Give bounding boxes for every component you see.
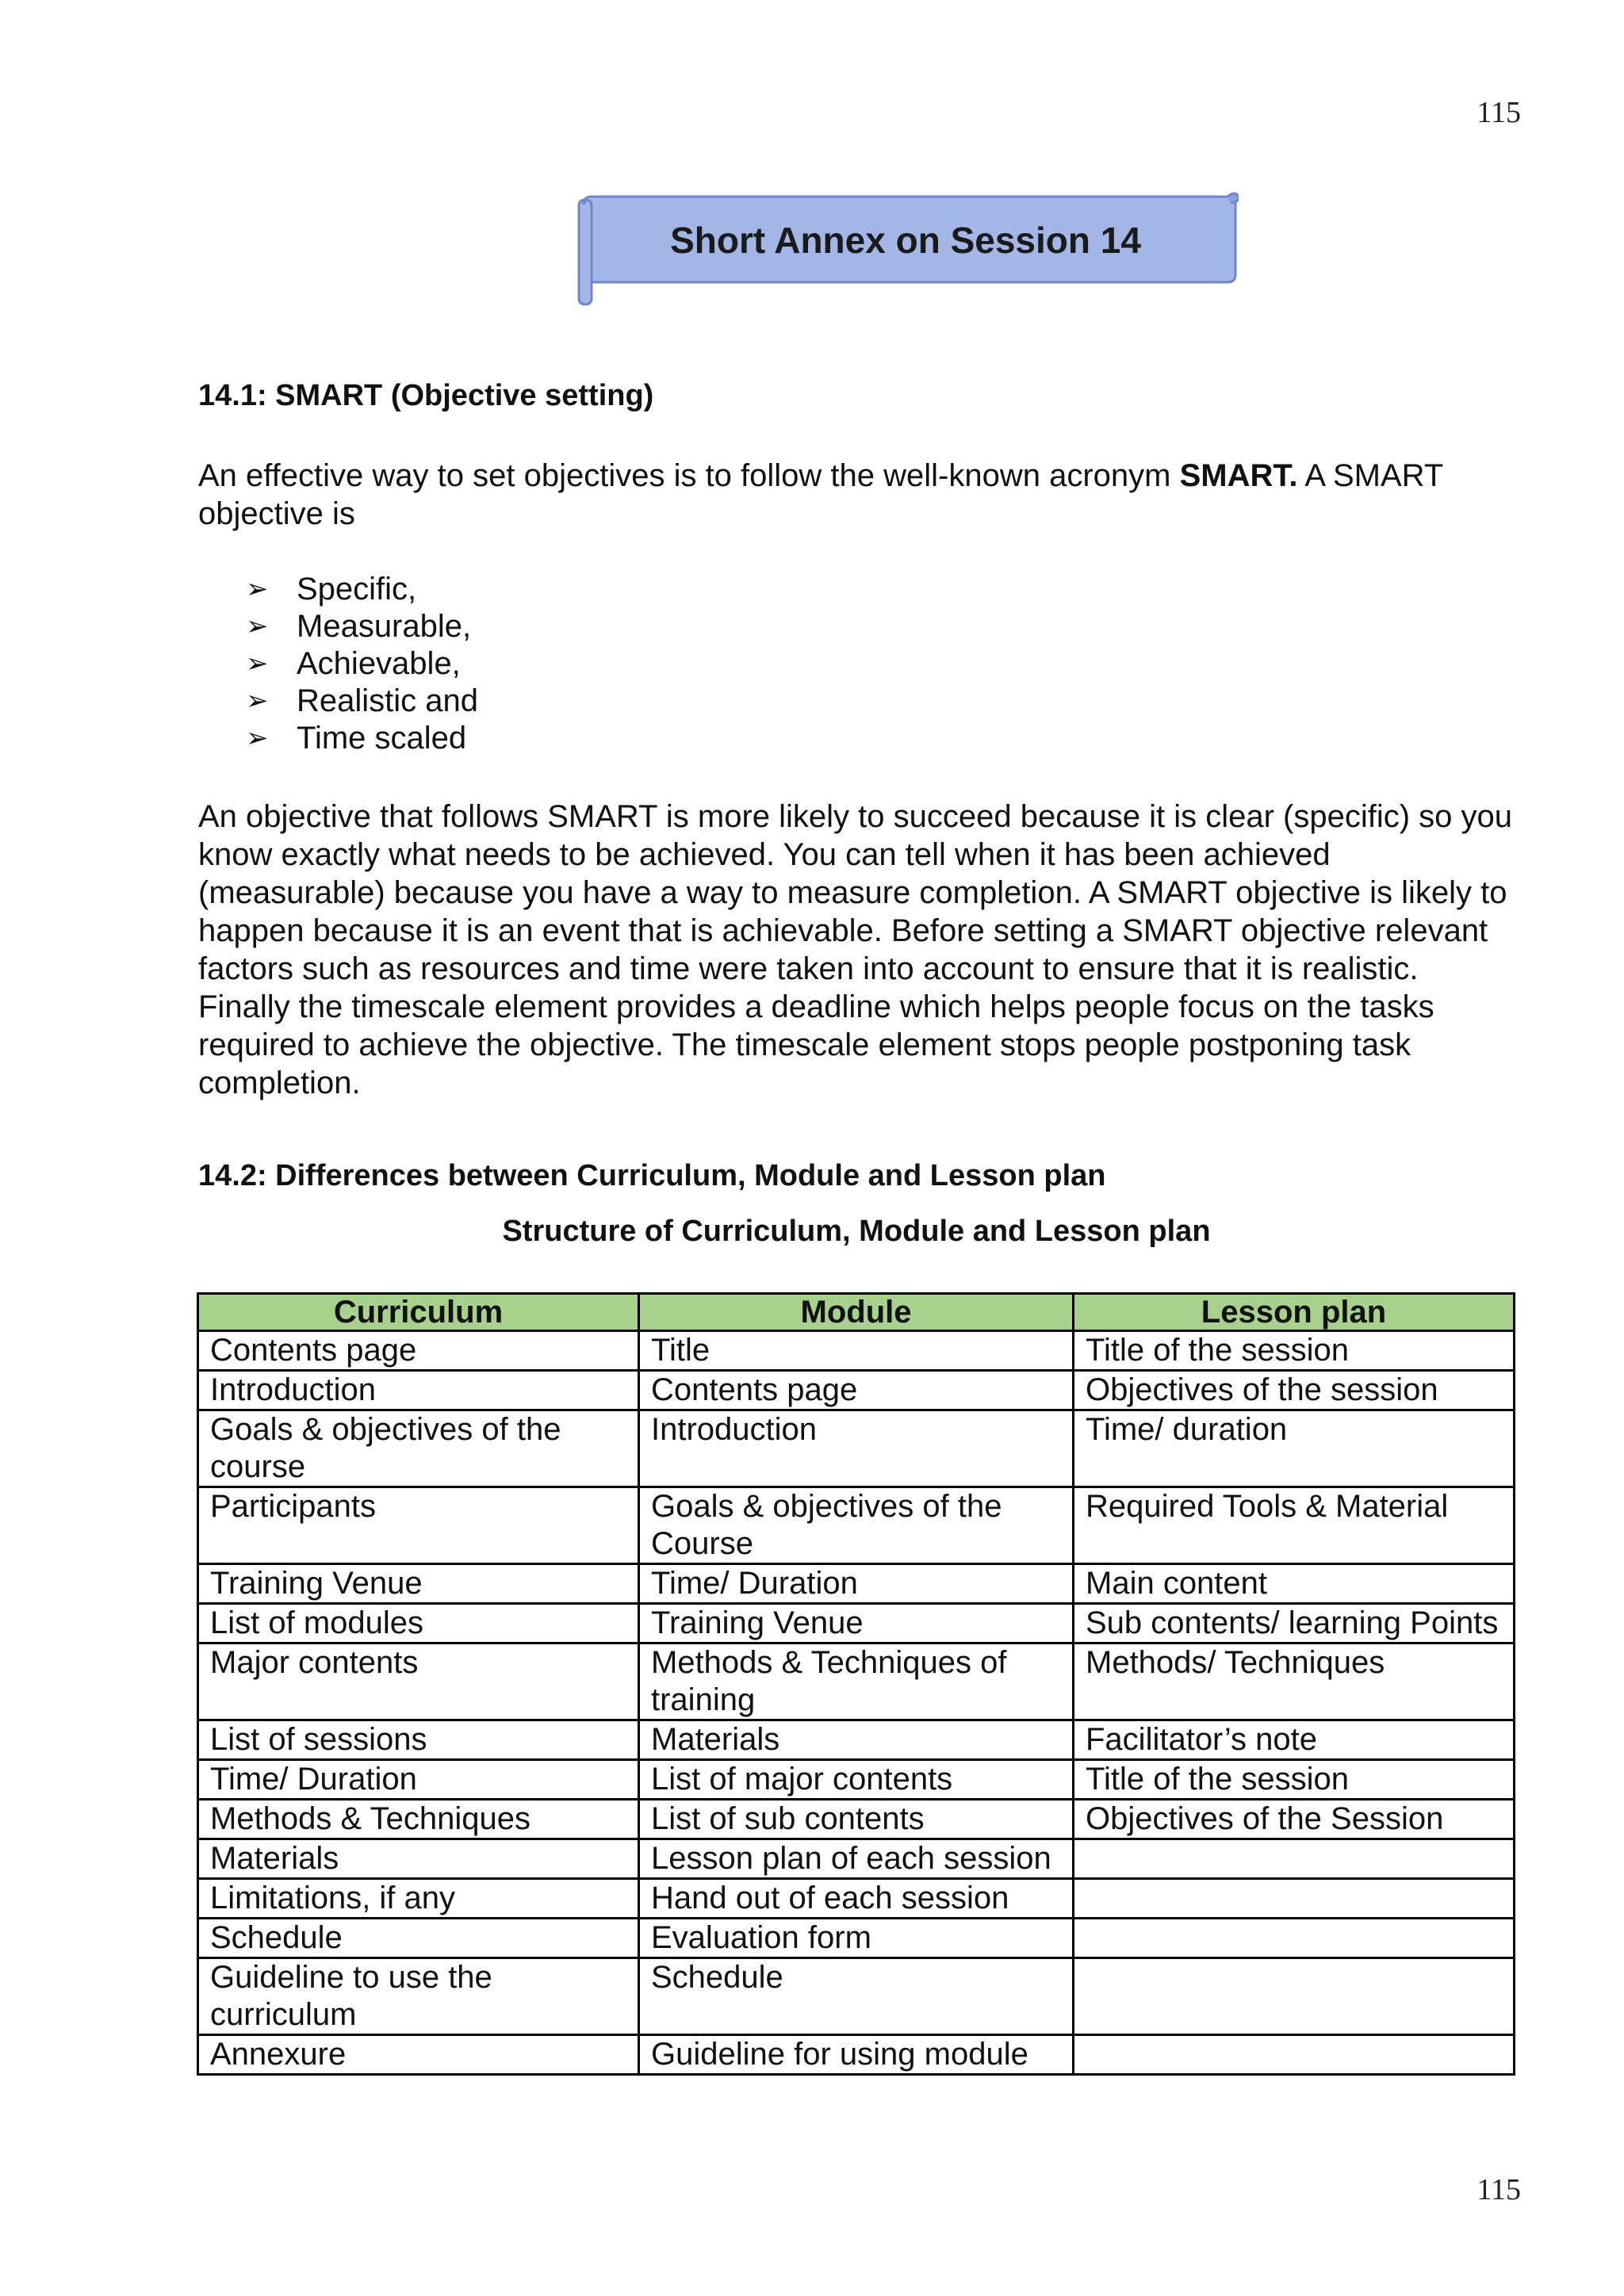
table-row — [198, 1879, 1515, 1919]
column-header-module: Module — [639, 1294, 1074, 1331]
table-row — [198, 1644, 1515, 1720]
table-cell: Major contents — [198, 1644, 639, 1720]
table-row — [198, 1487, 1515, 1564]
table-header-row — [198, 1294, 1515, 1331]
table-cell: List of major contents — [639, 1760, 1074, 1800]
arrow-bullet-icon: ➢ — [246, 574, 269, 604]
smart-explanation-paragraph: An objective that follows SMART is more likely to succeed because it is clear (specific) so you know exactly what needs to be achieved. You can tell when it has been achieved (measurable) because you have a way to measure completion. A SMART objective is likely to happen because it is an event that is achievable. Before setting a SMART objective relevant factors such as resources and time were taken into account to ensure that it is realistic. Finally the timescale element provides a deadline which helps people focus on the tasks required to achieve the objective. The timescale element stops people postponing task completion. — [198, 799, 1512, 1100]
column-header-lesson-plan: Lesson plan — [1074, 1294, 1515, 1331]
banner-title: Short Annex on Session 14 — [670, 220, 1141, 261]
arrow-bullet-icon: ➢ — [246, 723, 269, 753]
table-cell: Limitations, if any — [198, 1879, 639, 1919]
table-row — [198, 1720, 1515, 1760]
table-cell: Methods/ Techniques — [1074, 1644, 1515, 1720]
table-cell: Time/ Duration — [198, 1760, 639, 1800]
table-cell — [1074, 1879, 1515, 1919]
table-cell — [1074, 1839, 1515, 1879]
table-cell: Methods & Techniques of training — [639, 1644, 1074, 1720]
column-header-curriculum: Curriculum — [198, 1294, 639, 1331]
table-cell: Time/ duration — [1074, 1410, 1515, 1487]
table-cell: Title — [639, 1331, 1074, 1371]
page-number-top: 115 — [1477, 96, 1521, 129]
table-cell: Required Tools & Material — [1074, 1487, 1515, 1564]
intro-paragraph — [198, 457, 1515, 533]
table-cell: Methods & Techniques — [198, 1800, 639, 1839]
table-cell — [1074, 2035, 1515, 2075]
table-cell — [1074, 1958, 1515, 2035]
list-item — [246, 683, 478, 720]
table-row — [198, 2035, 1515, 2075]
list-item-label: Specific, — [297, 572, 417, 607]
list-item — [246, 720, 478, 757]
table-cell: Lesson plan of each session — [639, 1839, 1074, 1879]
table-cell: Objectives of the session — [1074, 1371, 1515, 1410]
table-cell: Introduction — [639, 1410, 1074, 1487]
table-cell: Goals & objectives of the course — [198, 1410, 639, 1487]
table-cell: Main content — [1074, 1564, 1515, 1604]
table-cell: Objectives of the Session — [1074, 1800, 1515, 1839]
table-cell: Schedule — [639, 1958, 1074, 2035]
table-cell: Annexure — [198, 2035, 639, 2075]
arrow-bullet-icon: ➢ — [246, 611, 269, 641]
table-row — [198, 1958, 1515, 2035]
table-cell: Title of the session — [1074, 1331, 1515, 1371]
table-cell: Contents page — [639, 1371, 1074, 1410]
table-cell: Guideline to use the curriculum — [198, 1958, 639, 2035]
section-heading-differences: 14.2: Differences between Curriculum, Module and Lesson plan — [198, 1159, 1106, 1192]
list-item-label: Realistic and — [297, 683, 479, 718]
structure-table — [197, 1292, 1515, 2076]
table-cell — [1074, 1919, 1515, 1958]
arrow-bullet-icon: ➢ — [246, 649, 269, 679]
list-item — [246, 645, 478, 683]
table-row — [198, 1604, 1515, 1644]
table-row — [198, 1371, 1515, 1410]
table-cell: Hand out of each session — [639, 1879, 1074, 1919]
table-cell: Participants — [198, 1487, 639, 1564]
table-cell: List of modules — [198, 1604, 639, 1644]
table-cell: Schedule — [198, 1919, 639, 1958]
smart-criteria-list — [246, 571, 478, 757]
page-number-bottom: 115 — [1477, 2173, 1521, 2206]
section-title-banner — [573, 189, 1239, 308]
section-heading-smart: 14.1: SMART (Objective setting) — [198, 379, 654, 412]
table-row — [198, 1410, 1515, 1487]
table-row — [198, 1760, 1515, 1800]
table-cell: List of sessions — [198, 1720, 639, 1760]
table-body — [198, 1331, 1515, 2075]
table-cell: Materials — [198, 1839, 639, 1879]
arrow-bullet-icon: ➢ — [246, 686, 269, 716]
list-item-label: Measurable, — [297, 609, 472, 644]
table-cell: Training Venue — [198, 1564, 639, 1604]
table-row — [198, 1331, 1515, 1371]
table-row — [198, 1919, 1515, 1958]
list-item — [246, 571, 478, 608]
list-item-label: Time scaled — [297, 721, 467, 756]
table-cell: Title of the session — [1074, 1760, 1515, 1800]
table-cell: Materials — [639, 1720, 1074, 1760]
table-row — [198, 1800, 1515, 1839]
list-item — [246, 608, 478, 645]
table-cell: Evaluation form — [639, 1919, 1074, 1958]
table-cell: Introduction — [198, 1371, 639, 1410]
table-row — [198, 1839, 1515, 1879]
table-cell: Training Venue — [639, 1604, 1074, 1644]
table-cell: Sub contents/ learning Points — [1074, 1604, 1515, 1644]
table-cell: Time/ Duration — [639, 1564, 1074, 1604]
intro-text-end: A SMART objective is — [198, 458, 1443, 531]
list-item-label: Achievable, — [297, 646, 461, 681]
table-cell: Guideline for using module — [639, 2035, 1074, 2075]
table-caption: Structure of Curriculum, Module and Lesson plan — [502, 1215, 1211, 1248]
table-cell: List of sub contents — [639, 1800, 1074, 1839]
intro-text: An effective way to set objectives is to follow the well-known acronym — [198, 458, 1180, 493]
table-row — [198, 1564, 1515, 1604]
table-cell: Facilitator’s note — [1074, 1720, 1515, 1760]
table-cell: Contents page — [198, 1331, 639, 1371]
smart-acronym: SMART. — [1179, 458, 1298, 493]
table-cell: Goals & objectives of the Course — [639, 1487, 1074, 1564]
